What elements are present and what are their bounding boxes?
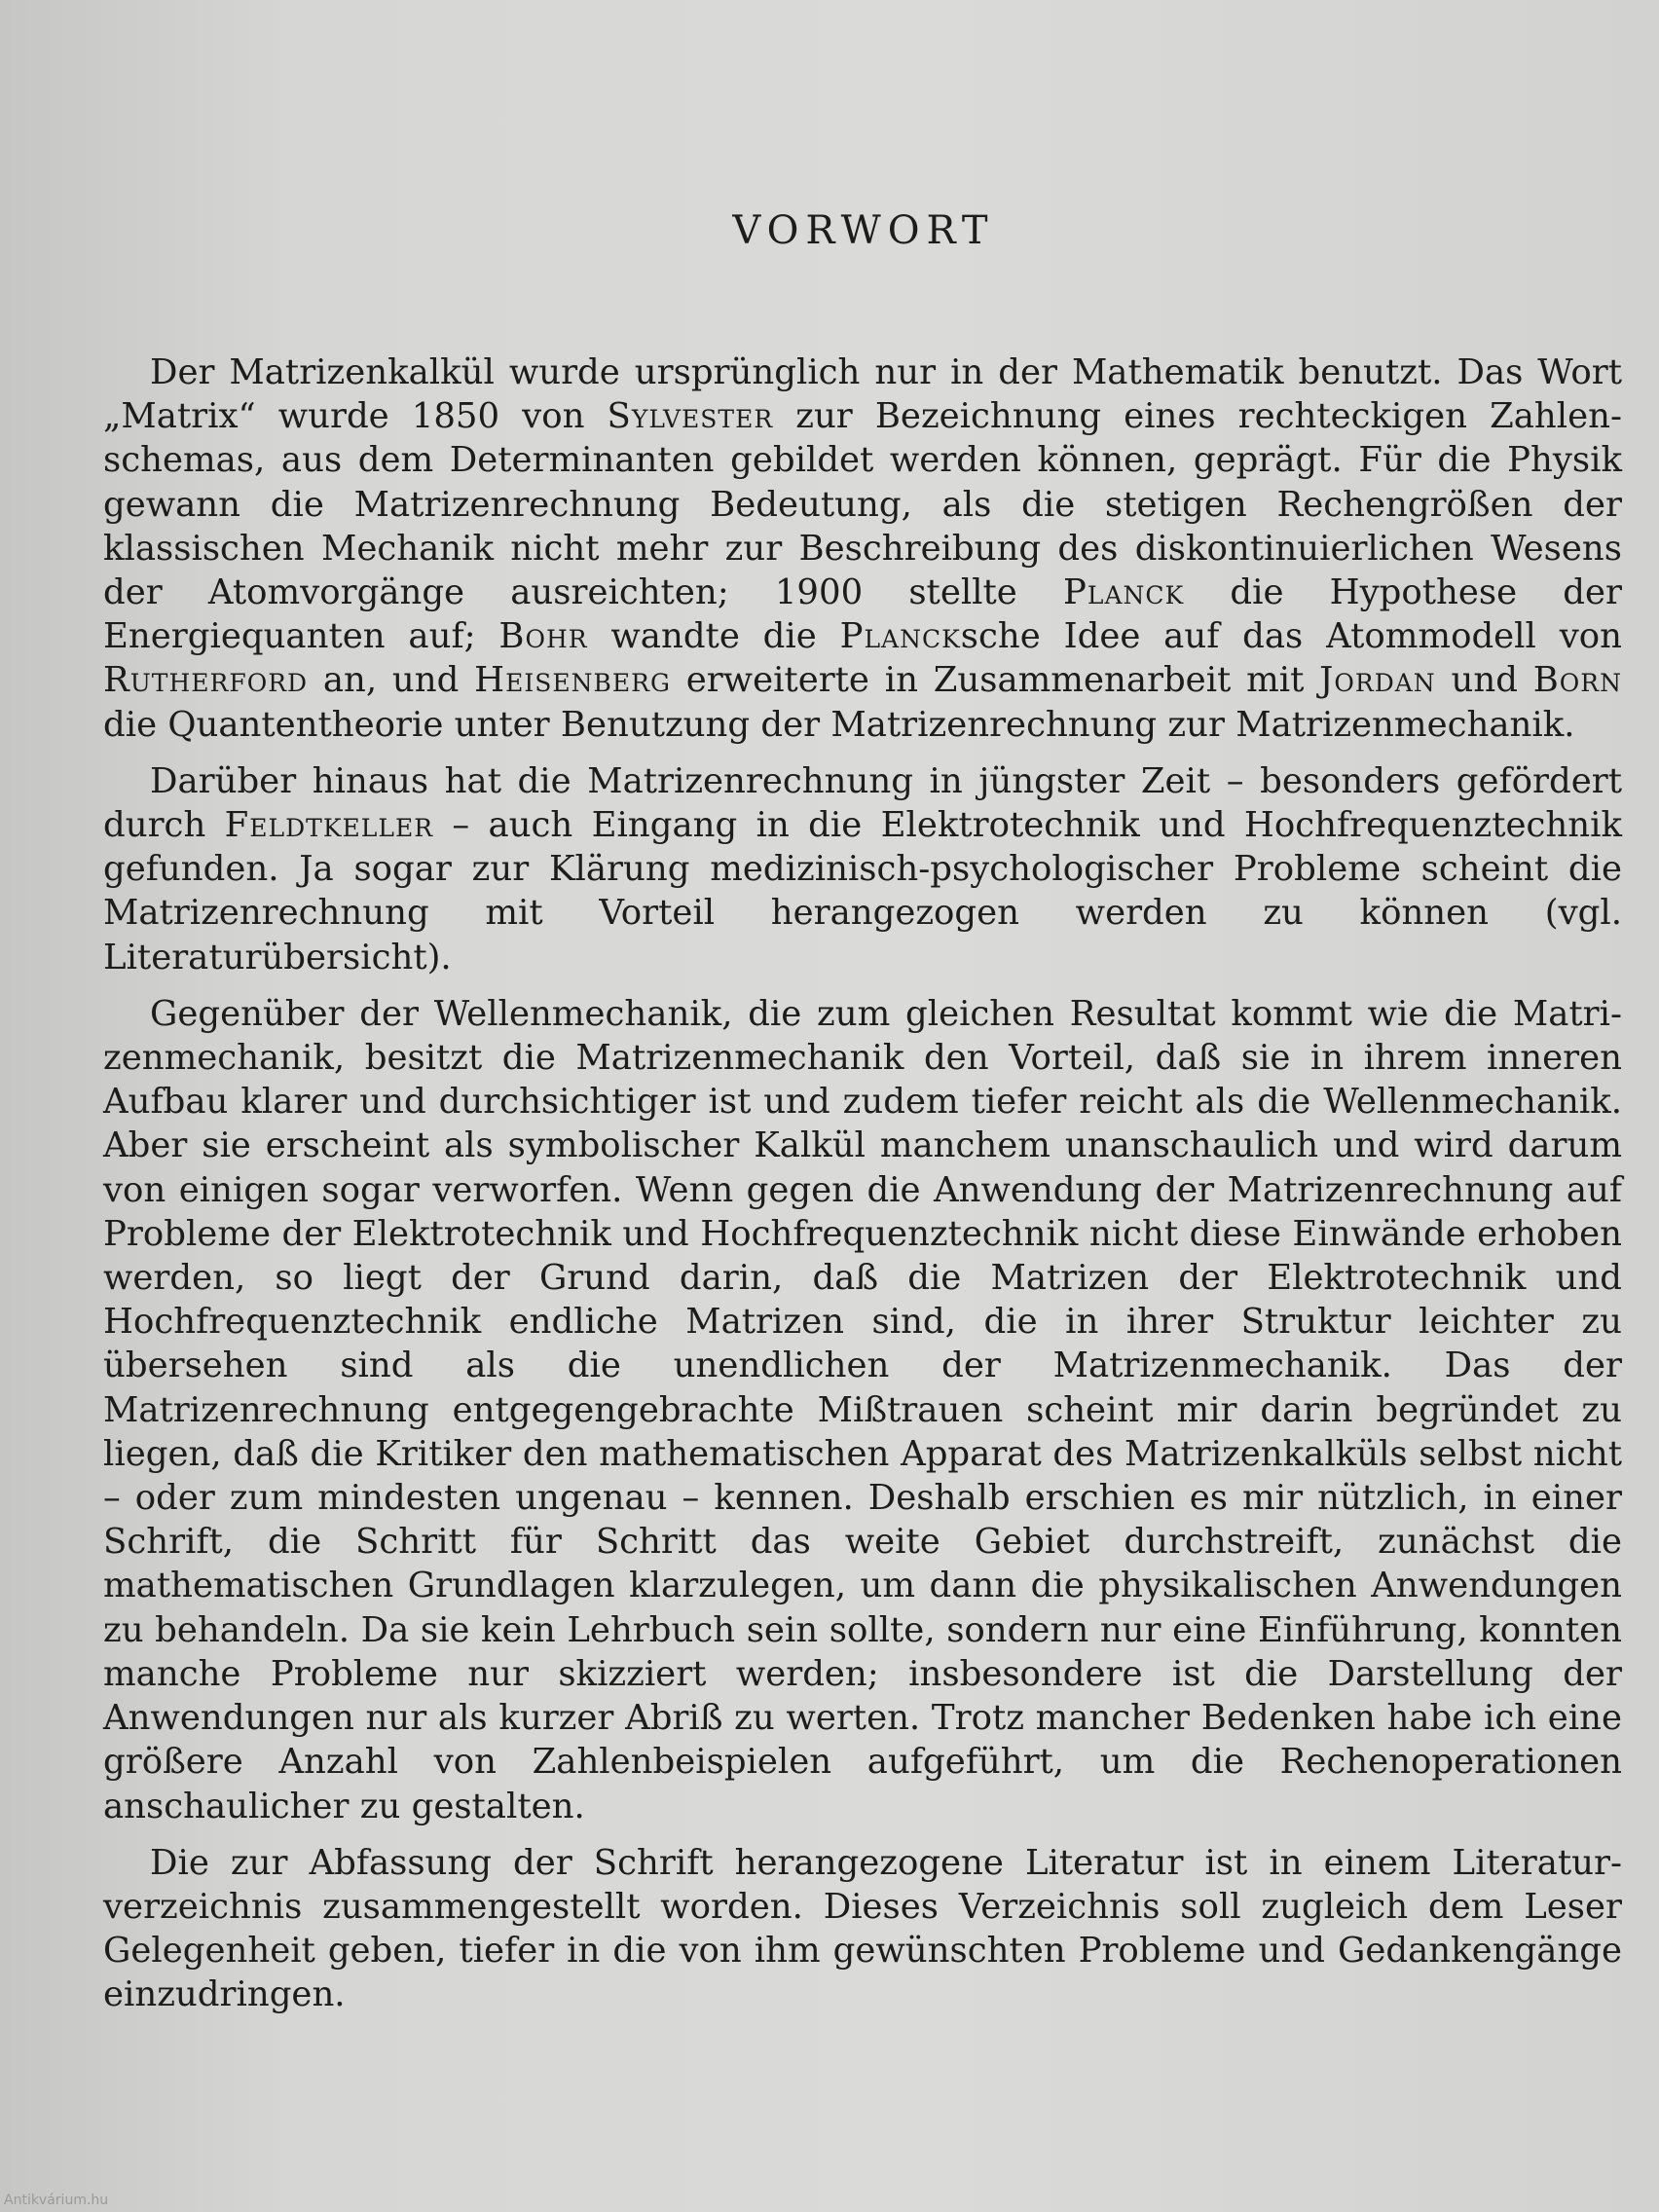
watermark: Antikvárium.hu [4, 2193, 109, 2208]
person-name: Bohr [498, 616, 588, 657]
text-run: Gegenüber der Wellenmechanik, die zum gleichen Resultat kommt wie die Matrizenmechanik, besitzt die Matrizenmechanik den Vorteil, daß sie in ihrem inneren Aufbau klarer und durchsichtiger ist und zudem tiefer reicht als die Wellenmechanik. Aber sie erscheint als symbolischer Kalkül manchem unanschaulich und wird darum von einigen sogar verworfen. Wenn gegen die Anwendung der Matrizenrechnung auf Probleme der Elektrotechnik und Hochfrequenztechnik nicht diese Einwände erhoben werden, so liegt der Grund darin, daß die Matrizen der Elektrotechnik und Hochfrequenztechnik endliche Matrizen sind, die in ihrer Struktur leichter zu übersehen sind als die unendlichen der Matrizenmechanik. Das der Matrizenrechnung entgegengebrachte Mißtrauen scheint mir darin begründet zu liegen, daß die Kritiker den mathematischen Apparat des Matrizenkalküls selbst nicht – oder zum mindesten ungenau – kennen. Deshalb erschien es mir nützlich, in einer Schrift, die Schritt für Schritt das weite Gebiet durchstreift, zunächst die mathematischen Grundlagen klarzulegen, um dann die physikalischen Anwendungen zu behandeln. Da sie kein Lehrbuch sein sollte, sondern nur eine Einführung, konnten manche Probleme nur skizziert werden; insbesondere ist die Darstellung der Anwendungen nur als kurzer Abriß zu werten. Trotz mancher Bedenken habe ich eine größere Anzahl von Zahlenbeispielen aufgeführt, um die Rechenoperationen anschaulicher zu gestalten. [103, 993, 1622, 1826]
text-run: – auch Eingang in die Elektrotechnik und Hochfrequenztechnik gefunden. Ja sogar zur Klärung medizinisch-psychologischer Probleme scheint die Matrizenrechnung mit Vorteil herangezogen werden zu können (vgl. Literaturübersicht). [103, 805, 1622, 977]
person-name: Born [1532, 660, 1622, 701]
paragraph [103, 350, 1622, 747]
foreword-text [103, 350, 1622, 2017]
person-name: Sylvester [607, 396, 774, 437]
text-run: zur Bezeichnung eines rechteckigen Zahlenschemas, aus dem Determinanten gebildet werden können, geprägt. Für die Physik gewann die Matrizenrechnung Bedeutung, als die stetigen Rechengrößen der klassischen Mechanik nicht mehr zur Beschreibung des diskontinuierlichen Wesens der Atomvorgänge ausreichten; 1900 stellte [103, 396, 1622, 613]
text-run: Darüber hinaus hat die Matrizenrechnung in jüngster Zeit – besonders gefördert durch [103, 760, 1622, 846]
person-name: Jordan [1319, 660, 1436, 701]
paragraph [103, 759, 1622, 979]
person-name: Planck [839, 616, 961, 657]
text-run: wandte die [587, 616, 840, 657]
text-run: die Quantentheorie unter Benutzung der Matrizenrechnung zur Matrizenmechanik. [103, 704, 1575, 745]
paragraph [103, 1841, 1622, 2017]
page-title: VORWORT [732, 208, 995, 253]
person-name: Heisenberg [474, 660, 671, 701]
text-run: Der Matrizenkalkül wurde ursprünglich nur in der Mathematik benutzt. Das Wort „Matrix“ wurde 1850 von [103, 352, 1622, 437]
person-name: Planck [1062, 572, 1185, 613]
person-name: Feldtkeller [224, 805, 434, 846]
text-run: an, und [308, 660, 475, 701]
text-run: die Hypothese der Energiequanten auf; [103, 572, 1622, 657]
text-run: sche Idee auf das Atommodell von [960, 616, 1622, 657]
text-run: Die zur Abfassung der Schrift herangezogene Literatur ist in einem Literaturverzeichnis zusammengestellt worden. Dieses Verzeichnis soll zugleich dem Leser Gelegenheit geben, tiefer in die von ihm gewünschten Probleme und Gedankengänge einzudringen. [103, 1842, 1622, 2015]
text-run: und [1435, 660, 1533, 701]
text-run: erweiterte in Zusammenarbeit mit [670, 660, 1320, 701]
person-name: Rutherford [103, 660, 309, 701]
paragraph [103, 992, 1622, 1828]
